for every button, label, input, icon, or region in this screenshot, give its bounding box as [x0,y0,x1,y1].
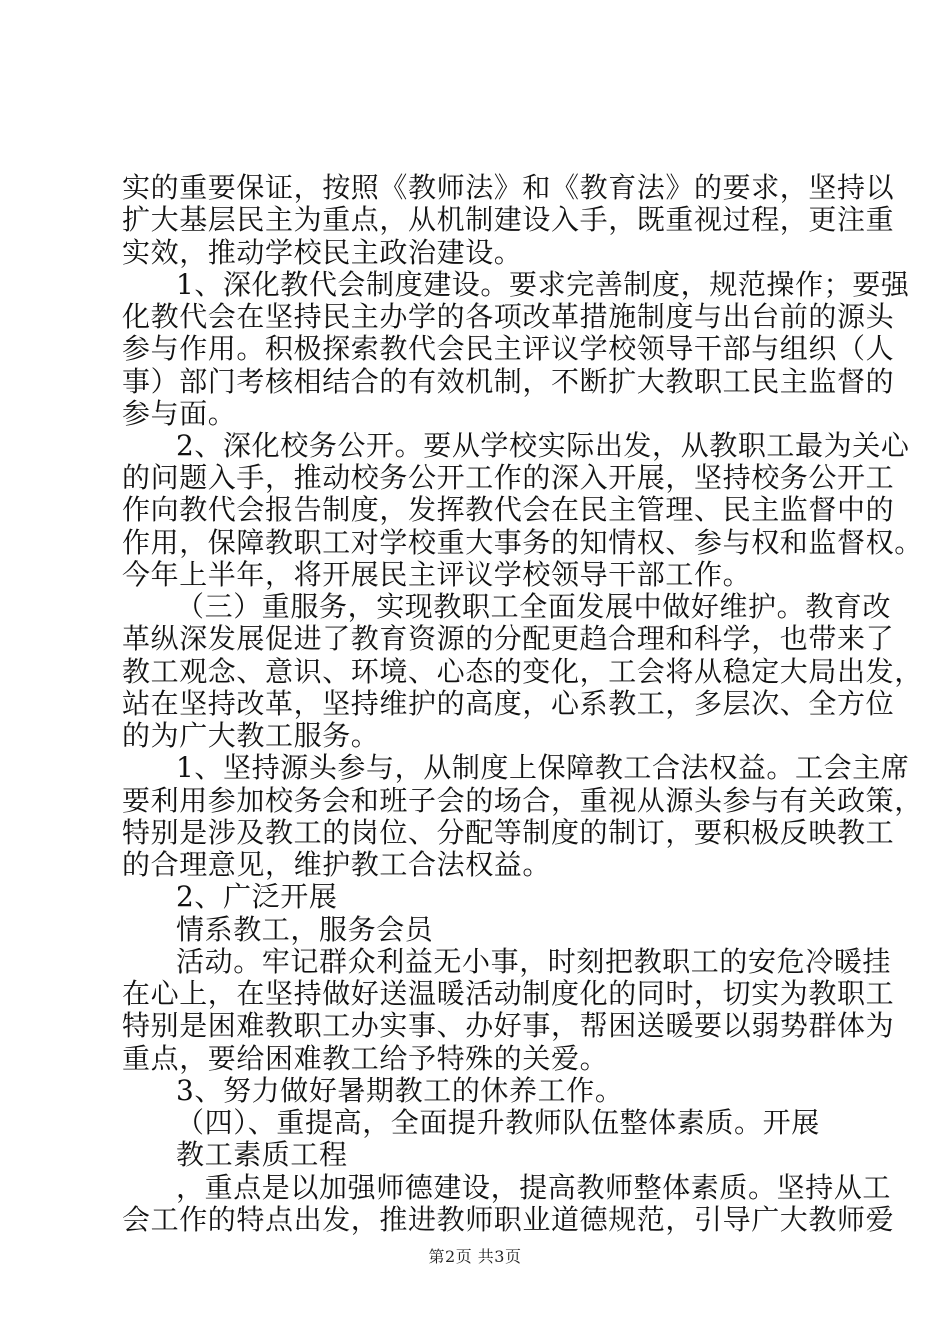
text-line: 的合理意见，维护教工合法权益。 [122,848,552,882]
text-line: 要利用参加校务会和班子会的场合，重视从源头参与有关政策， [122,783,923,817]
text-line: 特别是涉及教工的岗位、分配等制度的制订，要积极反映教工 [122,815,895,849]
text-line: 的问题入手，推动校务公开工作的深入开展，坚持校务公开工 [122,461,895,495]
text-line: 情系教工，服务会员 [176,912,434,946]
text-line: 会工作的特点出发，推进教师职业道德规范，引导广大教师爱 [122,1202,895,1236]
text-line: 今年上半年，将开展民主评议学校领导干部工作。 [122,557,752,591]
text-line: 1、深化教代会制度建设。要求完善制度，规范操作；要强 [176,267,910,301]
text-line: 化教代会在坚持民主办学的各项改革措施制度与出台前的源头 [122,300,895,333]
text-line: 参与作用。积极探索教代会民主评议学校领导干部与组织（人 [122,332,895,366]
text-line: 参与面。 [122,396,237,430]
text-line: 事）部门考核相结合的有效机制，不断扩大教职工民主监督的 [122,364,895,398]
text-line: 革纵深发展促进了教育资源的分配更趋合理和科学，也带来了 [122,622,895,656]
text-line: 活动。牢记群众利益无小事，时刻把教职工的安危冷暖挂 [176,944,892,978]
text-line: 3、努力做好暑期教工的休养工作。 [176,1073,624,1107]
text-line: 2、深化校务公开。要从学校实际出发，从教职工最为关心 [176,428,910,462]
page-footer: 第2页 共3页 [428,1247,522,1266]
text-line: 1、坚持源头参与，从制度上保障教工合法权益。工会主席 [176,751,910,785]
text-line: （三）重服务，实现教职工全面发展中做好维护。教育改 [176,590,892,624]
text-line: 重点，要给困难教工给予特殊的关爱。 [122,1041,609,1075]
text-line: 2、广泛开展 [176,880,338,914]
text-line: 实效，推动学校民主政治建设。 [122,235,523,269]
text-line: 扩大基层民主为重点，从机制建设入手，既重视过程，更注重 [122,203,895,237]
text-line: 的为广大教工服务。 [122,719,380,753]
text-line: （四）、重提高，全面提升教师队伍整体素质。开展 [176,1106,820,1139]
text-line: 特别是困难教职工办实事、办好事，帮困送暖要以弱势群体为 [122,1009,895,1043]
text-line: 站在坚持改革，坚持维护的高度，心系教工，多层次、全方位 [122,686,895,720]
text-line: 教工素质工程 [176,1138,348,1172]
text-line: 在心上，在坚持做好送温暖活动制度化的同时，切实为教职工 [122,977,895,1011]
text-line: 实的重要保证，按照《教师法》和《教育法》的要求，坚持以 [122,171,895,204]
text-line: 作用，保障教职工对学校重大事务的知情权、参与权和监督权。 [122,525,923,559]
text-line: 教工观念、意识、环境、心态的变化，工会将从稳定大局出发， [122,654,923,688]
text-line: 作向教代会报告制度，发挥教代会在民主管理、民主监督中的 [122,493,895,527]
text-line: ，重点是以加强师德建设，提高教师整体素质。坚持从工 [176,1170,892,1204]
